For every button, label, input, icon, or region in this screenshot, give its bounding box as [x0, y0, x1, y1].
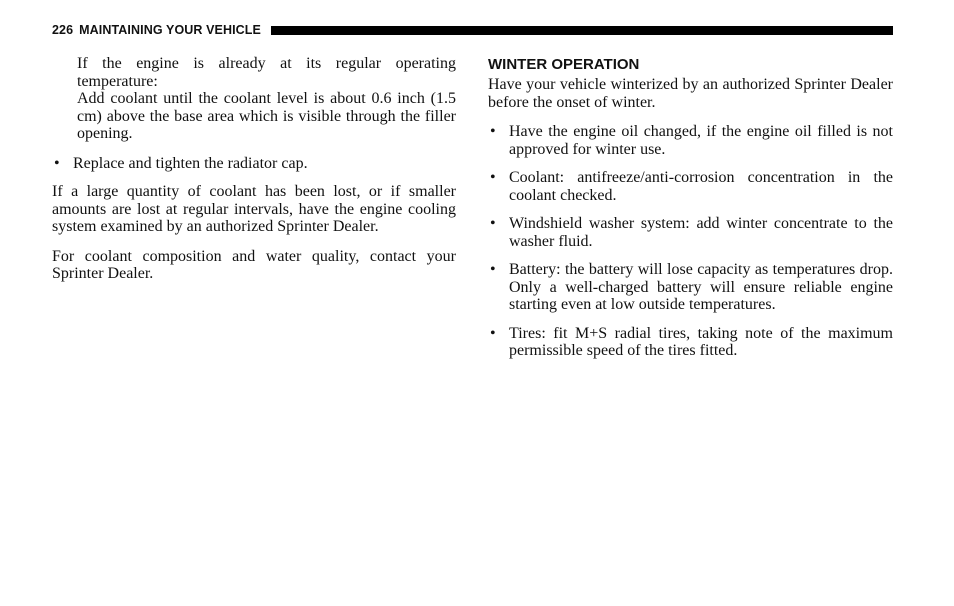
- header-rule: [271, 26, 893, 35]
- intro-instruction: Add coolant until the coolant level is about 0.6 inch (1.5 cm) above the base area which is visible through the filler opening.: [77, 90, 456, 142]
- bullet-symbol: •: [490, 215, 496, 232]
- section-title: MAINTAINING YOUR VEHICLE: [79, 23, 261, 37]
- section-heading: WINTER OPERATION: [488, 56, 640, 73]
- bullet-symbol: •: [490, 169, 496, 186]
- left-column: [52, 55, 456, 295]
- intro-condition: If the engine is already at its regular operating temperature:: [77, 55, 456, 90]
- bullet-item: [488, 169, 893, 204]
- page-number: 226: [52, 23, 74, 37]
- bullet-symbol: •: [490, 261, 496, 278]
- bullet-text: Have the engine oil changed, if the engine oil filled is not approved for winter use.: [509, 123, 893, 158]
- bullet-text: Tires: fit M+S radial tires, taking note of the maximum permissible speed of the tires fitted.: [509, 324, 893, 359]
- header-text: [52, 23, 261, 37]
- bullet-text: Windshield washer system: add winter concentrate to the washer fluid.: [509, 215, 893, 250]
- coolant-topup-instruction: [52, 55, 456, 143]
- right-column: [488, 55, 893, 371]
- bullet-symbol: •: [490, 324, 496, 342]
- bullet-text: Replace and tighten the radiator cap.: [73, 154, 308, 172]
- winter-intro: Have your vehicle winterized by an authorized Sprinter Dealer before the onset of winter.: [488, 76, 893, 111]
- body-paragraph: For coolant composition and water quality, contact your Sprinter Dealer.: [52, 247, 456, 282]
- bullet-symbol: •: [490, 123, 496, 140]
- page-header: [52, 20, 893, 40]
- body-paragraph: If a large quantity of coolant has been lost, or if smaller amounts are lost at regular intervals, have the engine cooling system examined by an authorized Sprinter Dealer.: [52, 183, 456, 235]
- bullet-symbol: •: [54, 154, 60, 172]
- bullet-text: Coolant: antifreeze/anti-corrosion concentration in the coolant checked.: [509, 169, 893, 204]
- bullet-text: Battery: the battery will lose capacity as temperatures drop. Only a well-charged battery will ensure reliable engine starting even at low outside temperatures.: [509, 261, 893, 313]
- bullet-item: [488, 215, 893, 250]
- bullet-item: [488, 261, 893, 314]
- bullet-item: [488, 123, 893, 158]
- bullet-item: [488, 325, 893, 360]
- bullet-item: [52, 155, 456, 173]
